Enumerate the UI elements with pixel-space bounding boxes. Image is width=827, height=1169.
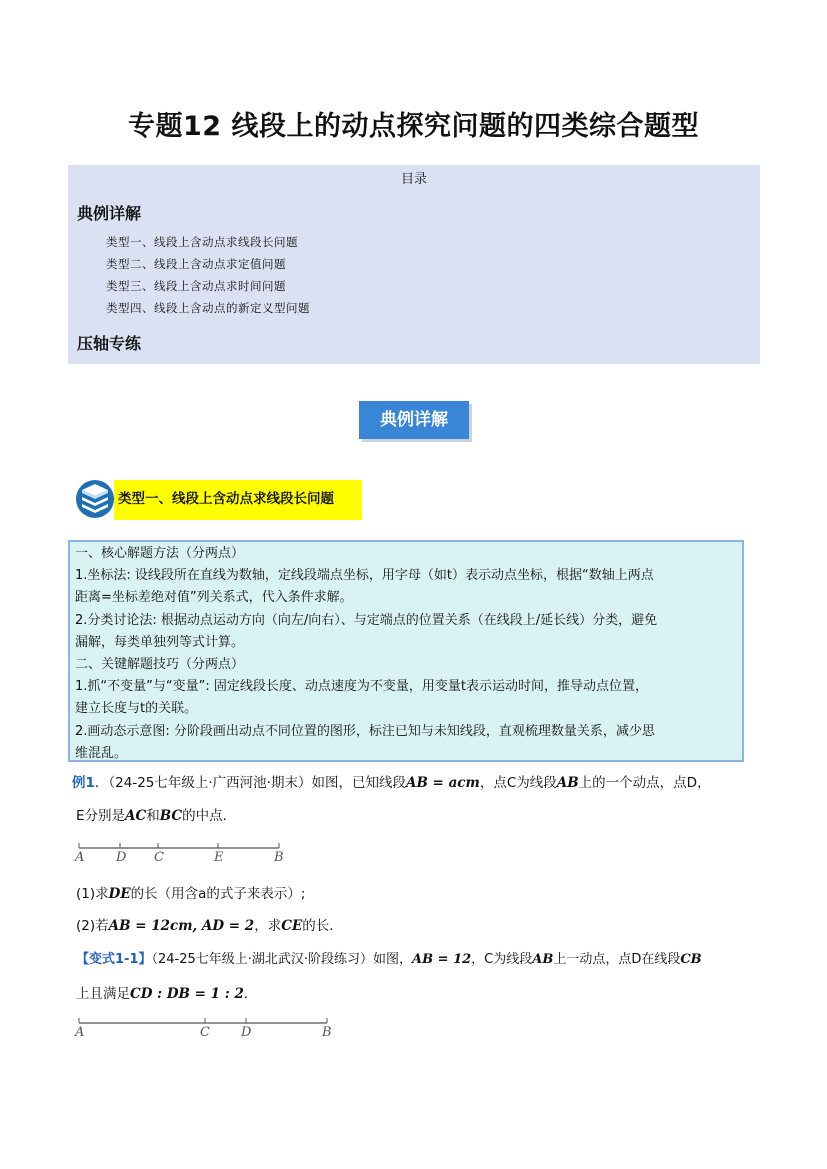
books-icon (74, 479, 116, 519)
example-1-line-2 (76, 804, 236, 824)
method-line: 2.画动态示意图: 分阶段画出动点不同位置的图形，标注已知与未知线段，直观梳理数量关系，减少思 (75, 723, 655, 739)
question-2 (76, 914, 343, 934)
variant-text: 上一动点，点D在线段 (553, 952, 681, 967)
category-label: 类型一、线段上含动点求线段长问题 (114, 480, 362, 520)
question-text: (2)若 (76, 918, 109, 934)
section-banner: 典例详解 (359, 401, 469, 439)
question-text: 的长． (302, 918, 343, 934)
toc-item[interactable]: 类型三、线段上含动点求时间问题 (106, 279, 286, 293)
math-expression: AC (125, 808, 147, 824)
segment-figure-1 (72, 838, 292, 868)
math-expression: AB = 12 (412, 952, 472, 967)
math-expression: BC (159, 808, 183, 824)
point-label: E (214, 850, 224, 865)
example-source: ．（24-25七年级上·广西河池·期末）如图，已知线段 (94, 775, 406, 791)
method-line: 漏解，每类单独列等式计算。 (75, 634, 245, 650)
question-1 (76, 882, 305, 902)
point-label: C (154, 850, 164, 865)
method-box (68, 540, 744, 762)
example-text: 上的一个动点，点D， (578, 775, 711, 791)
variant-text: ． (243, 986, 258, 1002)
math-expression: AB (556, 775, 579, 791)
point-label: A (75, 850, 85, 865)
toc-item[interactable]: 类型四、线段上含动点的新定义型问题 (106, 301, 310, 315)
question-text: 的长（用含a的式子来表示）; (130, 886, 306, 902)
point-label: D (241, 1025, 252, 1040)
method-line: 距离=坐标差绝对值”列关系式，代入条件求解。 (75, 590, 353, 606)
variant-line-2 (76, 982, 257, 1002)
example-text: ，点C为线段 (479, 775, 557, 791)
method-line: 2.分类讨论法: 根据动点运动方向（向左/向右）、与定端点的位置关系（在线段上/延长线）分类，避免 (75, 612, 658, 628)
math-expression: AB = 12cm, AD = 2 (108, 918, 255, 934)
point-label: B (322, 1025, 332, 1040)
point-label: C (200, 1025, 210, 1040)
table-of-contents (68, 165, 760, 364)
question-text: ，求 (254, 918, 282, 934)
example-label: 例1 (72, 775, 95, 791)
point-label: B (274, 850, 284, 865)
method-line: 建立长度与t的关联。 (75, 701, 198, 717)
variant-source: （24-25七年级上·湖北武汉·阶段练习）如图， (151, 952, 413, 967)
example-text: E分别是 (76, 808, 126, 824)
toc-heading: 目录 (400, 172, 427, 187)
math-expression: AB (532, 952, 554, 967)
page-title: 专题12 线段上的动点探究问题的四类综合题型 (128, 111, 699, 142)
math-expression: CE (281, 918, 303, 934)
variant-line-1 (76, 948, 702, 967)
toc-section-practice[interactable]: 压轴专练 (77, 334, 142, 353)
question-text: (1)求 (76, 886, 109, 902)
method-line: 二、关键解题技巧（分两点） (75, 657, 245, 673)
method-line: 1.抓“不变量”与“变量”: 固定线段长度、动点速度为不变量，用变量t表示运动时间，推导动点位置， (75, 679, 648, 695)
method-line: 一、核心解题方法（分两点） (75, 546, 245, 561)
example-text: 的中点． (182, 808, 237, 824)
method-line: 1.坐标法: 设线段所在直线为数轴，定线段端点坐标，用字母（如t）表示动点坐标，根据“数轴上两点 (75, 568, 654, 584)
point-label: A (75, 1025, 85, 1040)
variant-text: 上且满足 (76, 986, 130, 1002)
method-line: 维混乱。 (75, 745, 128, 761)
variant-text: ，C为线段 (471, 952, 533, 967)
math-expression: CB (680, 952, 702, 967)
example-text: 和 (146, 808, 160, 824)
toc-item[interactable]: 类型二、线段上含动点求定值问题 (106, 257, 286, 271)
example-1-line-1 (72, 771, 711, 791)
point-label: D (116, 850, 127, 865)
toc-item[interactable]: 类型一、线段上含动点求线段长问题 (106, 235, 298, 249)
math-expression: CD : DB = 1 : 2 (130, 986, 244, 1002)
segment-figure-2 (72, 1013, 342, 1043)
variant-label: 【变式1-1】 (76, 952, 152, 967)
math-expression: DE (108, 886, 131, 902)
math-expression: AB = acm (405, 775, 480, 791)
toc-section-examples[interactable]: 典例详解 (77, 204, 142, 223)
